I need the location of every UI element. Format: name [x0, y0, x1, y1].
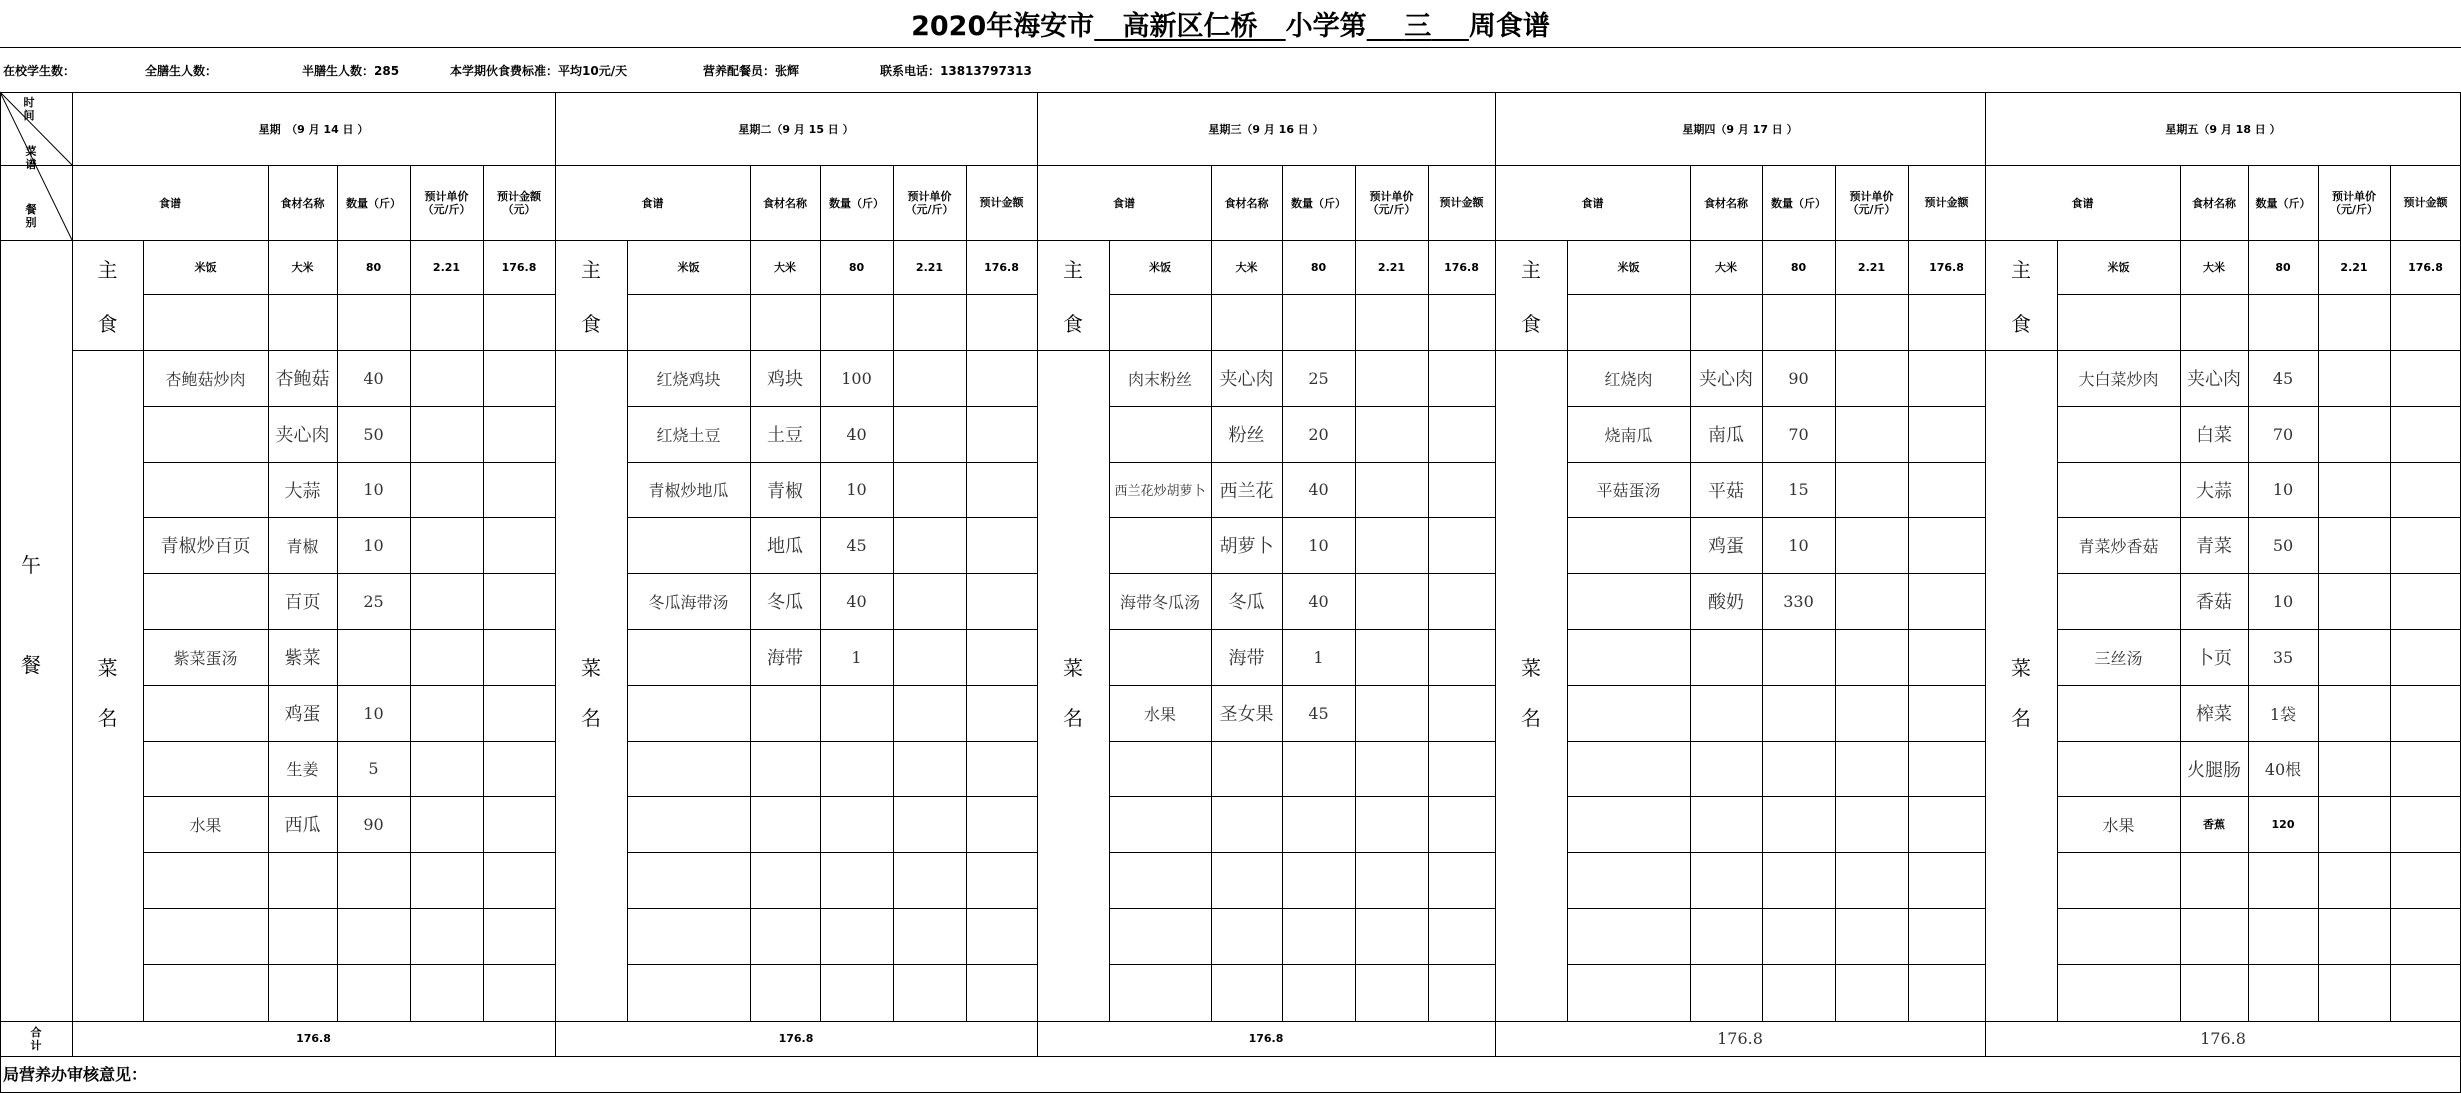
row-ingredient: 冬瓜	[767, 592, 803, 613]
row-ingredient	[1211, 741, 1282, 796]
corner-meal: 餐别	[25, 203, 37, 229]
row-qty	[1282, 852, 1355, 908]
row-ingredient: 胡萝卜	[1219, 536, 1274, 557]
staple-amount: 176.8	[984, 260, 1019, 274]
row-ingredient: 地瓜	[767, 536, 803, 557]
row-ingredient	[750, 908, 820, 964]
staple-qty: 80	[848, 260, 865, 274]
staple-price: 2.21	[1857, 260, 1886, 274]
row-qty: 120	[2271, 817, 2295, 831]
row-dish: 西兰花炒胡萝卜	[1114, 484, 1206, 499]
staple-label: 主	[1063, 257, 1083, 282]
staple-amount: 176.8	[1444, 260, 1479, 274]
staple-ingredient: 大米	[774, 261, 796, 274]
row-qty	[820, 796, 893, 852]
row-dish	[627, 908, 750, 964]
row-ingredient: 夹心肉	[2187, 369, 2241, 390]
row-dish: 三丝汤	[2094, 648, 2143, 668]
staple-label: 主	[2011, 257, 2031, 282]
row-qty: 1袋	[2269, 704, 2297, 724]
row-dish: 红烧土豆	[656, 425, 721, 445]
row-qty: 10	[363, 535, 384, 555]
total-label: 合计	[30, 1025, 42, 1052]
row-ingredient: 鸡块	[767, 369, 803, 390]
row-dish: 海带冬瓜汤	[1119, 592, 1200, 612]
row-ingredient	[1690, 964, 1762, 1021]
col-menu: 食谱	[1581, 196, 1604, 210]
row-dish	[2057, 741, 2180, 796]
row-ingredient	[1690, 796, 1762, 852]
row-qty	[1282, 741, 1355, 796]
staple-label: 主	[1521, 257, 1541, 282]
staple-label: 食	[2011, 311, 2031, 336]
row-dish	[1567, 517, 1690, 573]
col-amount: 预计金额（元）	[497, 189, 541, 216]
row-ingredient: 白菜	[2196, 425, 2232, 446]
row-qty: 1	[1313, 647, 1324, 667]
day-date: 星期四（9 月 17 日 ）	[1682, 122, 1798, 136]
row-ingredient	[750, 741, 820, 796]
row-qty	[1762, 629, 1835, 685]
row-dish	[2057, 462, 2180, 517]
page-title: 2020年海安市 高新区仁桥 小学第 三 周食谱	[0, 0, 2461, 48]
row-ingredient	[2180, 964, 2248, 1021]
row-qty: 40	[363, 368, 384, 388]
day-total: 176.8	[2200, 1029, 2246, 1048]
row-dish	[1567, 685, 1690, 741]
row-dish	[1109, 796, 1211, 852]
row-ingredient	[1690, 852, 1762, 908]
row-qty: 40根	[2264, 760, 2302, 779]
col-menu: 食谱	[1113, 196, 1135, 210]
row-dish	[1109, 406, 1211, 462]
row-dish	[1109, 908, 1211, 964]
row-qty: 10	[363, 703, 384, 723]
dish-label: 名	[1521, 705, 1541, 730]
row-qty	[1762, 741, 1835, 796]
row-qty: 35	[2272, 647, 2294, 667]
row-qty	[337, 852, 410, 908]
row-qty	[337, 964, 410, 1021]
staple-dish: 米饭	[1617, 261, 1640, 274]
dish-label: 菜	[1063, 655, 1083, 680]
row-dish: 青菜炒香菇	[2078, 536, 2159, 556]
row-ingredient: 平菇	[1708, 480, 1744, 502]
row-ingredient: 香菇	[2196, 592, 2232, 613]
row-ingredient: 榨菜	[2196, 704, 2232, 725]
row-qty	[820, 908, 893, 964]
row-dish	[1109, 629, 1211, 685]
day-total: 176.8	[1717, 1029, 1763, 1048]
row-dish	[1109, 741, 1211, 796]
row-ingredient: 百页	[284, 592, 321, 613]
staple-qty: 80	[1790, 260, 1807, 274]
day-date: 星期三（9 月 16 日 ）	[1208, 122, 1324, 136]
col-qty: 数量（斤）	[1771, 196, 1826, 210]
row-dish: 红烧鸡块	[656, 369, 721, 389]
row-dish	[143, 852, 268, 908]
row-ingredient	[750, 796, 820, 852]
row-qty: 70	[2272, 424, 2294, 444]
staple-ingredient: 大米	[291, 261, 314, 274]
row-qty	[1762, 852, 1835, 908]
row-qty: 45	[2272, 368, 2294, 388]
row-qty	[337, 908, 410, 964]
row-dish	[2057, 573, 2180, 629]
staple-price: 2.21	[2340, 260, 2368, 274]
row-qty: 15	[1788, 480, 1809, 499]
row-dish: 水果	[2102, 815, 2135, 835]
row-qty: 40	[1308, 591, 1329, 611]
row-qty: 90	[363, 814, 384, 834]
day-date: 星期 （9 月 14 日 ）	[258, 122, 369, 136]
row-qty: 40	[1308, 480, 1329, 499]
staple-amount: 176.8	[1929, 260, 1964, 274]
staple-price: 2.21	[1377, 260, 1406, 274]
day-date: 星期二（9 月 15 日 ）	[738, 122, 854, 136]
col-qty: 数量（斤）	[2255, 196, 2311, 210]
day-date: 星期五（9 月 18 日 ）	[2165, 122, 2281, 136]
day-total: 176.8	[778, 1032, 814, 1045]
row-ingredient: 鸡蛋	[1708, 536, 1744, 557]
row-dish	[1567, 573, 1690, 629]
row-qty: 25	[1308, 368, 1329, 388]
approval-note: 局营养办审核意见：	[3, 1065, 148, 1084]
contact-phone: 联系电话：13813797313	[880, 64, 1032, 78]
row-dish: 杏鲍菇炒肉	[165, 369, 246, 389]
row-qty	[820, 852, 893, 908]
row-dish: 紫菜蛋汤	[173, 648, 238, 668]
row-ingredient	[750, 852, 820, 908]
row-dish	[1567, 796, 1690, 852]
staple-ingredient: 大米	[1715, 261, 1737, 274]
corner-time: 时间	[23, 96, 35, 122]
staple-price: 2.21	[915, 260, 944, 274]
fee-standard: 本学期伙食费标准：平均10元/天	[450, 64, 628, 78]
row-qty: 40	[846, 424, 867, 444]
staple-dish: 米饭	[194, 261, 217, 274]
col-ingredient: 食材名称	[1704, 196, 1748, 210]
row-dish: 大白菜炒肉	[2078, 369, 2159, 389]
row-qty	[820, 964, 893, 1021]
row-ingredient	[2180, 908, 2248, 964]
staple-ingredient: 大米	[2203, 261, 2225, 274]
row-ingredient: 夹心肉	[275, 425, 330, 446]
row-dish: 肉末粉丝	[1127, 369, 1192, 389]
col-price: 预计单价（元/斤）	[2329, 189, 2379, 216]
row-ingredient	[2180, 852, 2248, 908]
row-dish	[627, 685, 750, 741]
row-qty: 10	[2272, 591, 2294, 611]
row-qty: 10	[1788, 535, 1809, 555]
row-ingredient: 青菜	[2196, 536, 2232, 557]
dish-label: 菜	[2011, 655, 2031, 680]
row-dish	[143, 908, 268, 964]
row-dish	[1567, 852, 1690, 908]
row-ingredient: 生姜	[286, 760, 319, 779]
row-dish	[1567, 908, 1690, 964]
row-ingredient: 火腿肠	[2187, 759, 2241, 781]
staple-amount: 176.8	[501, 260, 537, 274]
row-qty: 45	[1308, 703, 1329, 723]
col-qty: 数量（斤）	[346, 196, 401, 210]
col-qty: 数量（斤）	[1291, 196, 1346, 210]
row-qty: 10	[2272, 480, 2294, 499]
row-qty: 50	[2272, 535, 2294, 555]
staple-dish: 米饭	[677, 261, 700, 274]
row-qty	[820, 685, 893, 741]
row-ingredient: 西瓜	[284, 815, 321, 836]
row-qty: 40	[846, 591, 867, 611]
row-dish: 冬瓜海带汤	[648, 592, 729, 612]
row-qty	[1762, 796, 1835, 852]
dish-label: 名	[2011, 705, 2031, 730]
staple-label: 食	[581, 311, 601, 336]
row-qty	[2248, 964, 2318, 1021]
row-qty	[2248, 908, 2318, 964]
staple-qty: 80	[2275, 260, 2291, 274]
row-ingredient: 鸡蛋	[284, 704, 321, 725]
row-dish	[2057, 908, 2180, 964]
staple-qty: 80	[1310, 260, 1327, 274]
row-ingredient	[1211, 964, 1282, 1021]
row-ingredient	[1211, 796, 1282, 852]
staple-label: 食	[97, 311, 118, 336]
day-total: 176.8	[1248, 1032, 1284, 1045]
row-ingredient: 冬瓜	[1228, 592, 1265, 613]
row-qty: 330	[1783, 591, 1814, 611]
row-ingredient: 土豆	[767, 425, 803, 446]
row-ingredient	[1211, 908, 1282, 964]
row-ingredient: 圣女果	[1219, 704, 1274, 725]
staple-label: 食	[1063, 311, 1083, 336]
row-qty: 45	[846, 535, 867, 555]
row-dish	[627, 964, 750, 1021]
row-dish: 水果	[1143, 704, 1176, 724]
row-ingredient	[268, 964, 337, 1021]
row-dish	[1567, 964, 1690, 1021]
staple-label: 食	[1521, 311, 1541, 336]
row-dish	[2057, 852, 2180, 908]
row-dish	[1567, 741, 1690, 796]
row-dish	[143, 406, 268, 462]
row-qty: 70	[1788, 424, 1809, 444]
row-dish: 青椒炒百页	[160, 536, 251, 557]
nutritionist: 营养配餐员：张辉	[703, 64, 800, 78]
row-ingredient: 青椒	[286, 536, 319, 556]
row-dish: 青椒炒地瓜	[648, 481, 729, 500]
staple-dish: 米饭	[2107, 261, 2130, 274]
row-ingredient	[268, 908, 337, 964]
row-qty: 10	[1308, 535, 1329, 555]
row-qty: 90	[1788, 368, 1809, 388]
row-dish	[143, 741, 268, 796]
row-qty	[337, 629, 410, 685]
corner-menu: 菜谱	[25, 145, 37, 171]
staple-label: 主	[97, 257, 118, 282]
row-qty	[1282, 796, 1355, 852]
col-menu: 食谱	[2071, 196, 2094, 210]
dish-label: 名	[1063, 705, 1083, 730]
row-dish: 烧南瓜	[1604, 425, 1653, 445]
row-ingredient	[268, 852, 337, 908]
dish-label: 菜	[97, 655, 118, 680]
row-ingredient: 杏鲍菇	[275, 369, 330, 390]
row-dish	[2057, 685, 2180, 741]
row-ingredient: 紫菜	[284, 648, 321, 669]
col-ingredient: 食材名称	[280, 196, 325, 210]
row-qty	[820, 741, 893, 796]
row-qty: 10	[846, 480, 867, 499]
row-qty	[1762, 908, 1835, 964]
dish-label: 名	[581, 705, 601, 730]
row-qty: 10	[363, 480, 384, 499]
col-amount: 预计金额	[1924, 196, 1969, 209]
col-qty: 数量（斤）	[829, 196, 884, 210]
row-ingredient: 大蒜	[2196, 480, 2232, 502]
row-qty	[1282, 964, 1355, 1021]
row-ingredient: 卜页	[2196, 648, 2232, 669]
full-meal-count: 全膳生人数：	[145, 64, 218, 78]
row-qty	[1282, 908, 1355, 964]
row-dish: 红烧肉	[1604, 369, 1653, 389]
row-ingredient	[1690, 629, 1762, 685]
row-dish	[2057, 406, 2180, 462]
row-dish	[1567, 629, 1690, 685]
row-dish	[627, 629, 750, 685]
row-ingredient: 西兰花	[1219, 480, 1274, 502]
row-qty: 1	[851, 647, 862, 667]
row-qty	[2248, 852, 2318, 908]
col-menu: 食谱	[641, 196, 664, 210]
row-dish	[627, 852, 750, 908]
row-ingredient: 青椒	[767, 480, 803, 502]
row-ingredient	[750, 964, 820, 1021]
row-ingredient: 大蒜	[284, 480, 321, 502]
col-price: 预计单价（元/斤）	[422, 189, 471, 216]
row-qty: 50	[363, 424, 384, 444]
students-count: 在校学生数：	[3, 64, 76, 78]
row-qty: 25	[363, 591, 384, 611]
row-dish	[143, 685, 268, 741]
dish-label: 名	[97, 705, 118, 730]
dish-label: 菜	[581, 655, 601, 680]
row-dish	[1109, 852, 1211, 908]
row-qty: 20	[1308, 424, 1329, 444]
row-qty: 100	[841, 368, 872, 388]
col-ingredient: 食材名称	[2192, 196, 2236, 210]
row-ingredient	[1690, 908, 1762, 964]
meal-lunch: 午餐	[21, 553, 41, 677]
row-ingredient: 海带	[767, 648, 803, 669]
col-ingredient: 食材名称	[1224, 196, 1269, 210]
staple-ingredient: 大米	[1235, 261, 1258, 274]
row-ingredient: 粉丝	[1228, 425, 1265, 446]
row-dish	[143, 964, 268, 1021]
dish-label: 菜	[1521, 655, 1541, 680]
row-dish	[143, 573, 268, 629]
row-ingredient	[1211, 852, 1282, 908]
row-qty: 5	[368, 759, 379, 778]
row-ingredient	[1690, 685, 1762, 741]
row-ingredient	[750, 685, 820, 741]
row-ingredient: 南瓜	[1708, 425, 1744, 446]
row-qty	[1762, 685, 1835, 741]
staple-qty: 80	[365, 260, 382, 274]
staple-amount: 176.8	[2408, 260, 2443, 274]
col-price: 预计单价（元/斤）	[1367, 189, 1416, 216]
row-dish	[143, 462, 268, 517]
col-amount: 预计金额	[2403, 196, 2448, 209]
row-ingredient: 夹心肉	[1219, 369, 1274, 390]
half-meal-count: 半膳生人数：285	[302, 64, 400, 78]
staple-price: 2.21	[432, 260, 461, 274]
col-ingredient: 食材名称	[763, 196, 807, 210]
row-ingredient: 海带	[1228, 648, 1265, 669]
row-dish: 水果	[189, 815, 222, 835]
row-ingredient: 夹心肉	[1699, 369, 1753, 390]
row-dish: 平菇蛋汤	[1596, 481, 1661, 500]
staple-label: 主	[581, 257, 601, 282]
col-menu: 食谱	[159, 196, 181, 210]
col-price: 预计单价（元/斤）	[1847, 189, 1896, 216]
col-amount: 预计金额	[979, 196, 1024, 209]
row-ingredient: 香蕉	[2203, 818, 2225, 831]
row-ingredient: 酸奶	[1708, 592, 1744, 613]
day-total: 176.8	[296, 1032, 331, 1045]
row-dish	[2057, 964, 2180, 1021]
row-dish	[627, 741, 750, 796]
row-dish	[1109, 517, 1211, 573]
row-dish	[627, 796, 750, 852]
row-ingredient	[1690, 741, 1762, 796]
row-dish	[1109, 964, 1211, 1021]
row-qty	[1762, 964, 1835, 1021]
col-price: 预计单价（元/斤）	[905, 189, 954, 216]
col-amount: 预计金额	[1439, 196, 1484, 209]
staple-dish: 米饭	[1149, 261, 1171, 274]
row-dish	[627, 517, 750, 573]
